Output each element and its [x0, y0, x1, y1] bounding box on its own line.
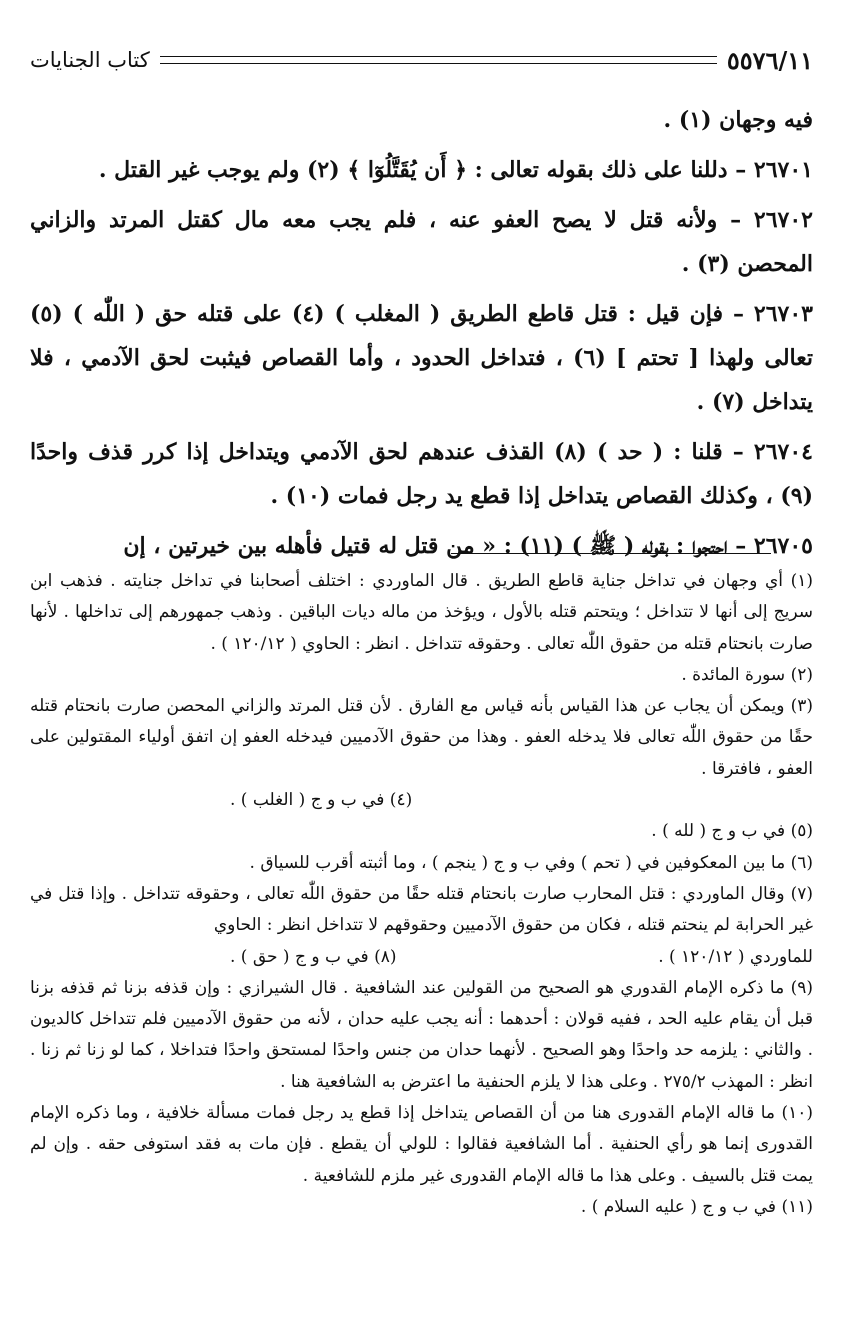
book-title: كتاب الجنايات	[30, 48, 150, 72]
paragraph: ٢٦٧٠٢ – ولأنه قتل لا يصح العفو عنه ، فلم يجب معه مال كقتل المرتد والزاني المحصن (٣) .	[30, 207, 813, 277]
page-header	[30, 40, 813, 80]
footnote: (٢) سورة المائدة .	[681, 664, 813, 685]
footnote: للماوردي ( ١٢٠/١٢ ) .	[658, 946, 813, 967]
footnote: (١) أي وجهان في تداخل جناية قاطع الطريق . قال الماوردي : اختلف أصحابنا في تداخل جنايته . فذهب ابن سريج إلى أنها لا تتداخل ؛ ويتحتم قتله بالأول ، ويؤخذ من ماله ديات الباقين . وذهب جمهورهم إلى تداخلها . لأنها صارت بانحتام قتله من حقوق اللّٰه تعالى . وحقوقه تتداخل . انظر : الحاوي ( ١٢٠/١٢ ) .	[30, 571, 813, 654]
paragraph: فيه وجهان (١) .	[663, 107, 813, 133]
page-number: ٥٥٧٦/١١	[726, 45, 813, 75]
footnote-pair	[30, 785, 813, 816]
header-rule	[160, 56, 717, 64]
footnotes	[30, 566, 813, 1223]
footnote: (٩) ما ذكره الإمام القدوري هو الصحيح من القولين عند الشافعية . قال الشيرازي : وإن قذفه بزنا ثم قذفه بزنا قبل أن يقام عليه الحد ، ففيه قولان : أحدهما : أنه يجب عليه حدان ، لأنه من حقوق الآدميين فلم تتداخل كالديون . والثاني : يلزمه حد واحدًا وهو الصحيح . لأنهما حدان من جنس واحدًا لمستحق واحدًا فتداخلا ، كما لو زنا ثم زنا . انظر : المهذب ٢٧٥/٢ . وعلى هذا لا يلزم الحنفية ما اعترض به الشافعية هنا .	[30, 977, 813, 1092]
footnote: (٥) في ب و ج ( لله ) .	[651, 821, 813, 842]
footnote: (٤) في ب و ج ( الغلب ) .	[230, 790, 413, 811]
footnote-pair	[30, 942, 813, 973]
paragraph: ٢٦٧٠٤ – قلنا : ( حد ) (٨) القذف عندهم لحق الآدمي ويتداخل إذا كرر قذف واحدًا (٩) ، وكذلك القصاص يتداخل إذا قطع يد رجل فمات (١٠) .	[30, 439, 813, 509]
footnote: (٧) وقال الماوردي : قتل المحارب صارت بانحتام قتله حقًا من حقوق اللّٰه تعالى ، وحقوقه تتداخل . وإذا قتل في غير الحرابة لم ينحتم قتله ، فكان من حقوق الآدميين وحقوقهم لا تتداخل انظر : الحاوي	[30, 883, 813, 936]
paragraph: ٢٦٧٠٥ – احتجوا : بقوله ( ﷺ ) (١١) : « من قتل له قتيل فأهله بين خيرتين ، إن	[123, 533, 813, 559]
footnote: (١٠) ما قاله الإمام القدورى هنا من أن القصاص يتداخل إذا قطع يد رجل فمات مسألة خلافية ، وما ذكره الإمام القدورى إنما هو رأي الحنفية . أما الشافعية فقالوا : للولي أن يقطع . فإن مات به فقد استوفى حقه . وإن لم يمت قتل بالسيف . وعلى هذا ما قاله الإمام القدورى غير ملزم للشافعية .	[30, 1103, 813, 1186]
footnote: (٣) ويمكن أن يجاب عن هذا القياس بأنه قياس مع الفارق . لأن قتل المرتد والزاني المحصن صارت بانحتام قتله حقًا من حقوق اللّٰه تعالى فلا يدخله العفو . وهذا من حقوق الآدميين فيدخله العفو إن اتفق أولياء المقتولين على العفو ، فافترقا .	[30, 696, 813, 779]
footnote: (١١) في ب و ج ( عليه السلام ) .	[580, 1196, 813, 1217]
paragraph: ٢٦٧٠٣ – فإن قيل : قتل قاطع الطريق ( المغلب ) (٤) على قتله حق ( اللّٰه ) (٥) تعالى ولهذا [ تحتم ] (٦) ، فتداخل الحدود ، وأما القصاص فيثبت لحق الآدمي ، فلا يتداخل (٧) .	[30, 301, 813, 415]
footnote: (٨) في ب و ج ( حق ) .	[230, 946, 397, 967]
main-text	[30, 98, 813, 574]
footnote-separator	[451, 553, 771, 554]
footnote: (٦) ما بين المعكوفين في ( تحم ) وفي ب و ج ( ينجم ) ، وما أثبته أقرب للسياق .	[249, 852, 813, 873]
paragraph: ٢٦٧٠١ – دللنا على ذلك بقوله تعالى : ﴿ أَن يُقَتَّلُوٓا ﴾ (٢) ولم يوجب غير القتل .	[98, 157, 813, 183]
